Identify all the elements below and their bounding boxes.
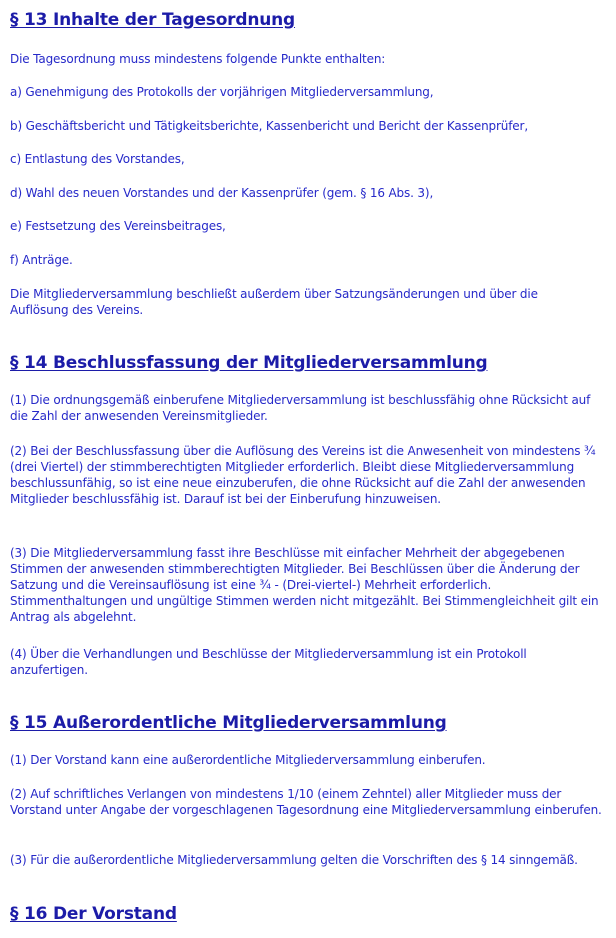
section-13-paragraph: Die Tagesordnung muss mindestens folgende Punkte enthalten: xyxy=(10,52,386,66)
section-13-paragraph: b) Geschäftsbericht und Tätigkeitsberichte, Kassenbericht und Bericht der Kassenprüfer, xyxy=(10,119,528,133)
section-16-title: § 16 Der Vorstand xyxy=(10,904,177,924)
section-15-paragraph: (1) Der Vorstand kann eine außerordentliche Mitgliederversammlung einberufen. xyxy=(10,753,486,767)
section-13-paragraph: d) Wahl des neuen Vorstandes und der Kassenprüfer (gem. § 16 Abs. 3), xyxy=(10,186,434,200)
section-15-paragraph: (3) Für die außerordentliche Mitgliederversammlung gelten die Vorschriften des § 14 sinngemäß. xyxy=(10,853,578,867)
section-15-paragraph: (2) Auf schriftliches Verlangen von mindestens 1/10 (einem Zehntel) aller Mitglieder muss der Vorstand unter Angabe der vorgeschlagenen Tagesordnung eine Mitgliederversammlung einberufen. xyxy=(10,787,602,817)
section-13-title: § 13 Inhalte der Tagesordnung xyxy=(10,10,296,30)
section-13-paragraph: f) Anträge. xyxy=(10,253,73,267)
section-14-title: § 14 Beschlussfassung der Mitgliederversammlung xyxy=(10,353,488,373)
section-13-paragraph: Die Mitgliederversammlung beschließt außerdem über Satzungsänderungen und über die Auflösung des Vereins. xyxy=(10,287,538,317)
section-14-paragraph: (2) Bei der Beschlussfassung über die Auflösung des Vereins ist die Anwesenheit von mindestens ¾ (drei Viertel) der stimmberechtigten Mitglieder erforderlich. Bleibt diese Mitgliederversammlung beschlussunfähig, so ist eine neue einzuberufen, die ohne Rücksicht auf die Zahl der anwesenden Mitglieder beschlussfähig ist. Darauf ist bei der Einberufung hinzuweisen. xyxy=(10,444,596,506)
section-14-paragraph: (1) Die ordnungsgemäß einberufene Mitgliederversammlung ist beschlussfähig ohne Rücksicht auf die Zahl der anwesenden Vereinsmitglieder. xyxy=(10,393,591,423)
section-14-paragraph: (4) Über die Verhandlungen und Beschlüsse der Mitgliederversammlung ist ein Protokoll anzufertigen. xyxy=(10,647,527,677)
section-13-paragraph: c) Entlastung des Vorstandes, xyxy=(10,152,185,166)
section-14-paragraph: (3) Die Mitgliederversammlung fasst ihre Beschlüsse mit einfacher Mehrheit der abgegebenen Stimmen der anwesenden stimmberechtigten Mitglieder. Bei Beschlüssen über die Änderung der Satzung und die Vereinsauflösung ist eine ¾ - (Drei-viertel-) Mehrheit erforderlich. Stimmenthaltungen und ungültige Stimmen werden nicht mitgezählt. Bei Stimmengleichheit gilt ein Antrag als abgelehnt. xyxy=(10,546,599,624)
section-13-paragraph: a) Genehmigung des Protokolls der vorjährigen Mitgliederversammlung, xyxy=(10,85,434,99)
section-13-paragraph: e) Festsetzung des Vereinsbeitrages, xyxy=(10,219,226,233)
section-15-title: § 15 Außerordentliche Mitgliederversammlung xyxy=(10,713,447,733)
